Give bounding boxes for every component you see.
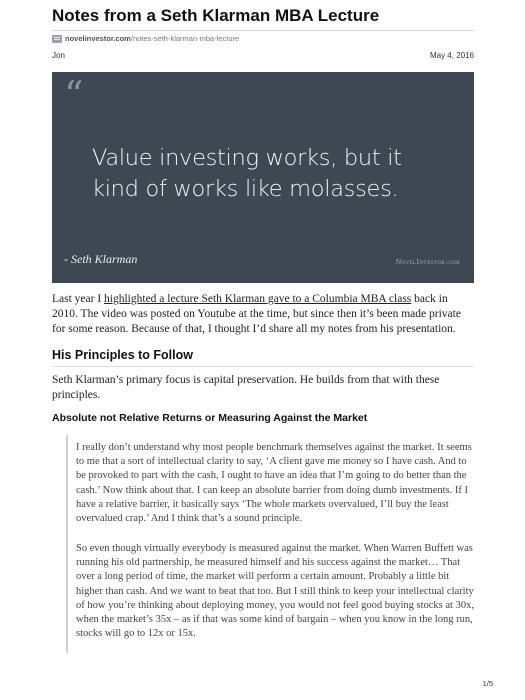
blockquote-paragraph-1: I really don’t understand why most people benchmark themselves against the market. It seems to me that a sort of intellectual clarity to say, ‘A client gave me money so I have cash. And to be provoked to part with the cash, I ought to have an idea that I’m going to do better than the cash.’ Now think about that. I can keep an absolute barrier from doing dumb investments. If I have a relative barrier, it basically says ‘The whole markets overvalued, I’ll buy the least overvalued crap.’ And I think that’s a sound principle. xyxy=(76,442,472,525)
blockquote-bar xyxy=(66,435,68,653)
intro-text-before: Last year I xyxy=(52,293,105,305)
quote-icon: “ xyxy=(64,73,84,117)
source-url[interactable] xyxy=(52,34,239,43)
banner-quote-text: Value investing works, but it kind of works like molasses. xyxy=(92,145,402,202)
title-divider xyxy=(52,30,474,31)
page-number: 1/5 xyxy=(482,679,493,688)
author-name: Jon xyxy=(52,51,65,60)
article-meta xyxy=(52,51,474,60)
quote-banner-image xyxy=(52,72,474,283)
principles-paragraph: Seth Klarman’s primary focus is capital preservation. He builds from that with these principles. xyxy=(52,374,440,401)
intro-text-after: back in 2010. The video was posted on Youtube at the time, but since then it’s been made private for some reason. Because of that, I thought I’d share all my notes from his presentation. xyxy=(52,293,461,335)
source-domain[interactable]: novelinvestor.com xyxy=(65,34,131,43)
section-heading-absolute-returns: Absolute not Relative Returns or Measuring Against the Market xyxy=(52,412,368,424)
section-heading-principles: His Principles to Follow xyxy=(52,348,193,362)
banner-quote-author: - Seth Klarman xyxy=(64,252,138,266)
intro-paragraph xyxy=(52,292,476,337)
lecture-link[interactable]: highlighted a lecture Seth Klarman gave to a Columbia MBA class xyxy=(104,293,412,305)
publish-date: May 4, 2016 xyxy=(429,51,474,60)
section-divider xyxy=(52,366,474,367)
page-title: Notes from a Seth Klarman MBA Lecture xyxy=(52,6,380,25)
source-path[interactable]: /notes-seth-klarman-mba-lecture xyxy=(130,34,240,43)
site-favicon-icon xyxy=(52,35,62,43)
blockquote-paragraph-2: So even though virtually everybody is measured against the market. When Warren Buffett was running his old partnership, he measured himself and his success against the market… That over a long period of time, the market will perform a certain amount. Probably a little bit higher than cash. And we want to beat that too. But I still think to keep your intellectual clarity of how you’re thinking about deploying money, you would not feel good buying stocks at 30x, when the market’s 35x – as if that was some kind of bargain – when you know in the long run, stocks will go to 12x or 15x. xyxy=(76,543,474,640)
banner-brand-logo: NovelInvestor.com xyxy=(395,257,460,266)
